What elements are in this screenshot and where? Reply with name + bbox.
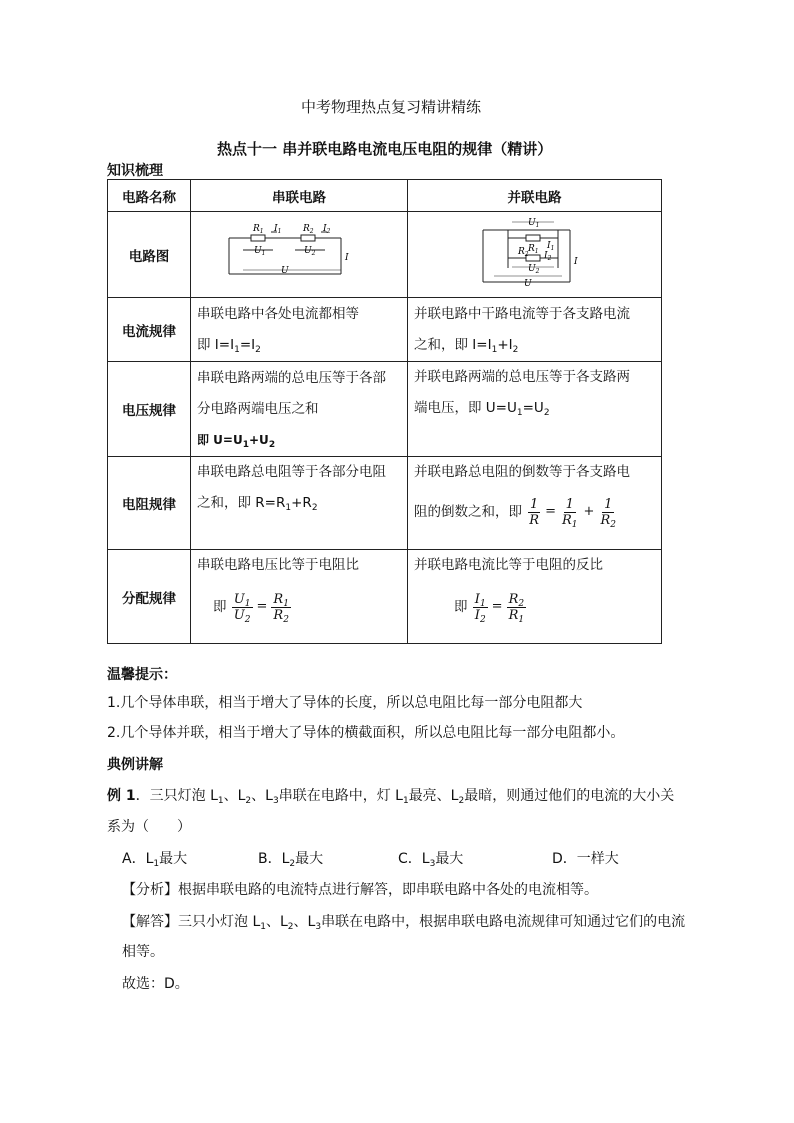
series-distribution-cell (191, 550, 408, 644)
row-label-distribution: 分配规律 (108, 550, 191, 644)
label-u: U (281, 266, 289, 276)
series-circuit-diagram (191, 212, 407, 293)
header-circuit-name: 电路名称 (108, 180, 191, 212)
parallel-current-text: 并联电路中干路电流等于各支路电流 (414, 305, 630, 322)
frac-r2-r1: $\frac{R_2}{R_1}$ (508, 591, 525, 625)
answer-choice: 故选：D。 (122, 976, 189, 992)
row-label-resistance: 电阻规律 (108, 457, 191, 550)
label-u2: $U_2$ (304, 246, 316, 257)
parallel-circuit-diagram (408, 212, 661, 293)
label-i: I (345, 253, 349, 263)
row-label-diagram: 电路图 (108, 212, 191, 298)
answer-line-1: 【解答】三只小灯泡 $L_1$、$L_2$、$L_3$串联在电路中，根据串联电路电流规律可知通过它们的电流 (122, 914, 686, 932)
label-i1: $I_1$ (274, 224, 282, 235)
example-heading: 典例讲解 (107, 757, 163, 773)
header-parallel: 并联电路 (408, 180, 662, 212)
parallel-diagram-cell (408, 212, 662, 298)
series-diagram-cell (191, 212, 408, 298)
series-resistance-formula: 之和，即 $R=R_1+R_2$ (197, 495, 318, 513)
series-current-cell (191, 298, 408, 362)
series-voltage-cell (191, 362, 408, 457)
parallel-distribution-cell (408, 550, 662, 644)
label-r2: $R_2$ (303, 224, 314, 235)
table-row-distribution (108, 550, 662, 644)
parallel-resistance-formula: 阻的倒数之和，即 $\frac{1}{R}$ = $\frac{1}{R_1}$ + $\frac{1}{R_2}$ (414, 496, 616, 530)
p-label-r2: $R_2$ (518, 247, 529, 258)
frac-i1-i2: $\frac{I_1}{I_2}$ (474, 591, 486, 625)
frac-1-over-r2: $\frac{1}{R_2}$ (600, 496, 616, 530)
row-label-current: 电流规律 (108, 298, 191, 362)
p-label-u2: $U_2$ (528, 264, 540, 275)
option-d: D．一样大 (552, 851, 619, 867)
series-voltage-text-1: 串联电路两端的总电压等于各部 (197, 369, 386, 386)
table-row-resistance (108, 457, 662, 550)
p-label-u1: $U_1$ (528, 218, 540, 229)
parallel-distribution-text: 并联电路电流比等于电阻的反比 (414, 557, 603, 573)
row-label-voltage: 电压规律 (108, 362, 191, 457)
table-row-diagram (108, 212, 662, 298)
table-row-voltage (108, 362, 662, 457)
label-r1: $R_1$ (253, 224, 264, 235)
table-row-current (108, 298, 662, 362)
header-series: 串联电路 (191, 180, 408, 212)
frac-1-over-r: $\frac{1}{R}$ (529, 496, 540, 528)
document-title: 中考物理热点复习精讲精练 (301, 98, 482, 116)
p-label-r1: $R_1$ (528, 244, 539, 255)
p-label-i2: $I_2$ (544, 251, 552, 262)
series-distribution-text: 串联电路电压比等于电阻比 (197, 557, 359, 573)
option-b: B．$L_2$最大 (258, 851, 324, 869)
rules-table (107, 179, 662, 644)
parallel-resistance-cell (408, 457, 662, 550)
series-voltage-text-2: 分电路两端电压之和 (197, 400, 319, 417)
parallel-resistance-text: 并联电路总电阻的倒数等于各支路电 (414, 464, 630, 480)
parallel-current-cell (408, 298, 662, 362)
table-header-row (108, 180, 662, 212)
p-label-i1: $I_1$ (547, 241, 555, 252)
parallel-voltage-formula: 端电压，即 $U=U_1=U_2$ (414, 400, 550, 418)
question-line-1: 例 1．三只灯泡 $L_1$、$L_2$、$L_3$串联在电路中，灯 $L_1$最亮、$L_2$最暗，则通过他们的电流的大小关 (107, 788, 675, 806)
parallel-distribution-formula: 即 $\frac{I_1}{I_2}$ = $\frac{R_2}{R_1}$ (454, 591, 525, 625)
frac-u1-u2: $\frac{U_1}{U_2}$ (233, 591, 251, 625)
tip-2: 2.几个导体并联，相当于增大了导体的横截面积，所以总电阻比每一部分电阻都小。 (107, 725, 625, 741)
parallel-voltage-text: 并联电路两端的总电压等于各支路两 (414, 369, 630, 385)
series-voltage-formula: 即 $U=U_1+U_2$ (197, 432, 276, 450)
p-label-i: I (574, 257, 578, 267)
series-resistance-text: 串联电路总电阻等于各部分电阻 (197, 464, 386, 480)
knowledge-heading: 知识梳理 (107, 163, 163, 179)
series-current-text: 串联电路中各处电流都相等 (197, 305, 359, 322)
series-resistance-cell (191, 457, 408, 550)
frac-r1-r2: $\frac{R_1}{R_2}$ (273, 591, 289, 625)
question-label: 例 1 (107, 788, 136, 804)
option-c: C．$L_3$最大 (398, 851, 464, 869)
section-subtitle: 热点十一 串并联电路电流电压电阻的规律（精讲） (217, 140, 553, 158)
parallel-voltage-cell (408, 362, 662, 457)
label-i2: $I_2$ (323, 224, 331, 235)
question-line-2: 系为（ ） (107, 819, 191, 835)
label-u1: $U_1$ (254, 246, 266, 257)
parallel-current-formula: 之和，即 $I=I_1+I_2$ (414, 336, 519, 355)
series-distribution-formula: 即 $\frac{U_1}{U_2}$ = $\frac{R_1}{R_2}$ (213, 591, 289, 625)
option-a: A．$L_1$最大 (122, 851, 188, 869)
frac-1-over-r1: $\frac{1}{R_1}$ (562, 496, 578, 530)
series-current-formula: 即 $I=I_1=I_2$ (197, 336, 261, 355)
tip-1: 1.几个导体串联，相当于增大了导体的长度，所以总电阻比每一部分电阻都大 (107, 695, 583, 711)
tips-heading: 温馨提示： (107, 667, 177, 683)
p-label-u: U (524, 279, 532, 289)
analysis-text: 【分析】根据串联电路的电流特点进行解答，即串联电路中各处的电流相等。 (122, 882, 598, 898)
answer-line-2: 相等。 (122, 944, 164, 960)
